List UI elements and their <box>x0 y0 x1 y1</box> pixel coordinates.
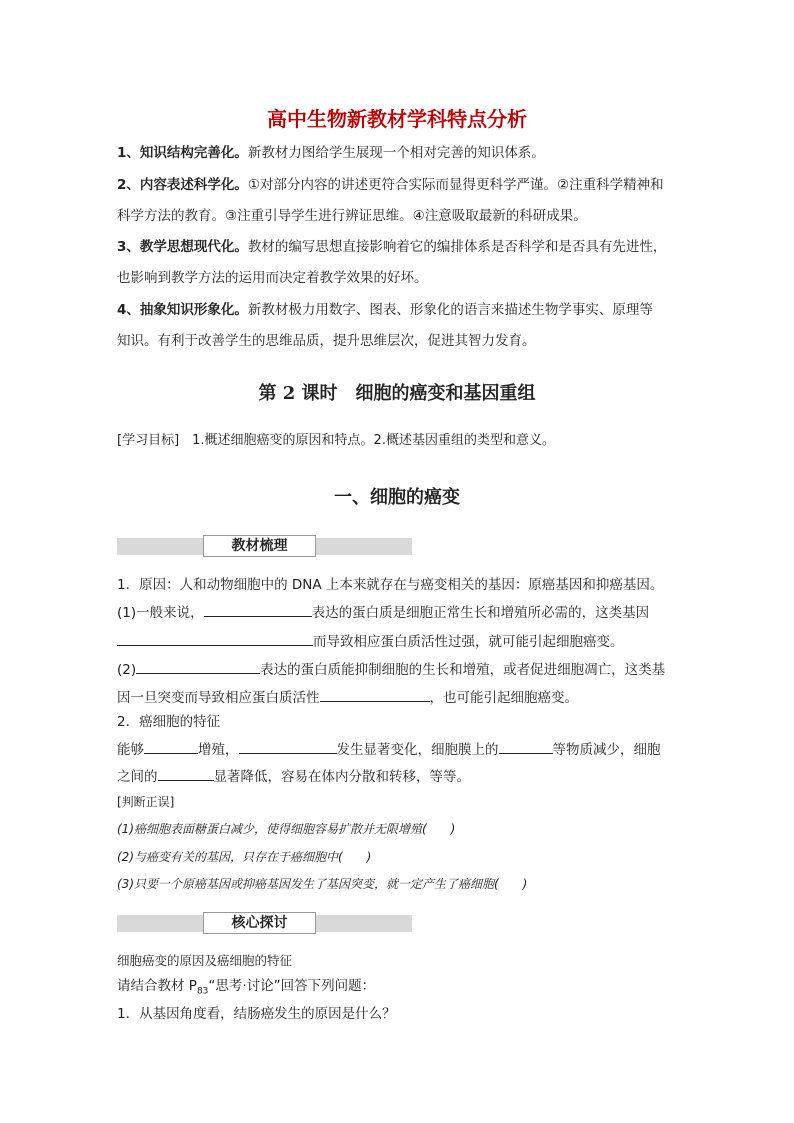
feature-head: 2、内容表述科学化。 <box>117 177 248 193</box>
fill-blank[interactable] <box>239 738 337 754</box>
feature-3 <box>117 237 666 257</box>
text: 发生显著变化，细胞膜上的 <box>336 742 499 758</box>
page-subscript: 83 <box>196 986 209 997</box>
features-line-1 <box>117 738 661 760</box>
judge-item-3: (3)只要一个原癌基因或抑癌基因发生了基因突变，就一定产生了癌细胞( ) <box>117 877 528 891</box>
feature-4 <box>117 300 653 320</box>
features-title: 2．癌细胞的特征 <box>117 714 221 730</box>
explore-intro <box>117 976 375 1002</box>
judge-item-1: (1)癌细胞表面糖蛋白减少，使得细胞容易扩散并无限增殖( ) <box>117 822 456 836</box>
lesson-title: 第 2 课时 细胞的癌变和基因重组 <box>258 383 536 404</box>
text: 表达的蛋白质能抑制细胞的生长和增殖，或者促进细胞凋亡，这类基 <box>260 662 666 678</box>
text: 表达的蛋白质是细胞正常生长和增殖所必需的，这类基因 <box>311 605 650 621</box>
feature-head: 1、知识结构完善化。 <box>117 145 248 161</box>
feature-text: 教材的编写思想直接影响着它的编排体系是否科学和是否具有先进性， <box>247 239 667 255</box>
section-bar-textbook <box>117 538 412 555</box>
feature-3-cont: 也影响到教学方法的运用而决定着教学效果的好坏。 <box>117 270 428 286</box>
text: “思考·讨论”回答下列问题： <box>208 978 376 994</box>
cause-item-1-cont <box>117 630 624 652</box>
fill-blank[interactable] <box>136 658 260 674</box>
text: 等物质减少，细胞 <box>552 742 661 758</box>
text: 增殖， <box>198 742 239 758</box>
text: 请结合教材 P <box>117 978 197 994</box>
feature-head: 4、抽象知识形象化。 <box>117 302 248 318</box>
learning-goals: [学习目标] 1.概述细胞癌变的原因和特点。2.概述基因重组的类型和意义。 <box>117 433 555 448</box>
fill-blank[interactable] <box>117 630 313 646</box>
text: ，也可能引起细胞癌变。 <box>429 690 578 706</box>
explore-heading: 细胞癌变的原因及癌细胞的特征 <box>117 953 293 968</box>
text: (1)一般来说， <box>117 605 204 621</box>
feature-text: ①对部分内容的讲述更符合实际而显得更科学严谨。②注重科学精神和 <box>247 177 664 193</box>
text: 能够 <box>117 742 144 758</box>
fill-blank[interactable] <box>144 738 198 754</box>
judge-title: [判断正误] <box>117 795 175 809</box>
cause-item-1 <box>117 601 649 623</box>
feature-head: 3、教学思想现代化。 <box>117 239 248 255</box>
feature-2 <box>117 175 664 195</box>
text: 显著降低，容易在体内分散和转移，等等。 <box>213 769 470 785</box>
bar-label-textbook: 教材梳理 <box>203 535 316 557</box>
features-line-2 <box>117 765 470 787</box>
fill-blank[interactable] <box>204 601 312 617</box>
cause-line: 1．原因：人和动物细胞中的 DNA 上本来就存在与癌变相关的基因：原癌基因和抑癌基因。 <box>117 577 664 593</box>
feature-text: 新教材力图给学生展现一个相对完善的知识体系。 <box>247 145 545 161</box>
text: 而导致相应蛋白质活性过强，就可能引起细胞癌变。 <box>313 634 624 650</box>
feature-1 <box>117 143 545 163</box>
section-bar-explore <box>117 915 412 932</box>
fill-blank[interactable] <box>499 738 553 754</box>
feature-2-cont: 科学方法的教育。③注重引导学生进行辨证思维。④注意吸取最新的科研成果。 <box>117 208 587 224</box>
cause-item-2 <box>117 658 665 680</box>
feature-4-cont: 知识。有利于改善学生的思维品质，提升思维层次，促进其智力发育。 <box>117 333 536 349</box>
document-title: 高中生物新教材学科特点分析 <box>267 107 527 131</box>
fill-blank[interactable] <box>158 765 214 781</box>
judge-item-2: (2)与癌变有关的基因，只存在于癌细胞中( ) <box>117 850 372 864</box>
section-title: 一、细胞的癌变 <box>334 487 460 508</box>
text: 因一旦突变而导致相应蛋白质活性 <box>117 690 320 706</box>
text: 之间的 <box>117 769 158 785</box>
text: (2) <box>117 662 137 678</box>
cause-item-2-cont <box>117 686 578 708</box>
fill-blank[interactable] <box>320 686 430 702</box>
explore-question-1: 1．从基因角度看，结肠癌发生的原因是什么？ <box>117 1006 396 1022</box>
feature-text: 新教材极力用数字、图表、形象化的语言来描述生物学事实、原理等 <box>247 302 653 318</box>
bar-label-explore: 核心探讨 <box>203 912 316 934</box>
